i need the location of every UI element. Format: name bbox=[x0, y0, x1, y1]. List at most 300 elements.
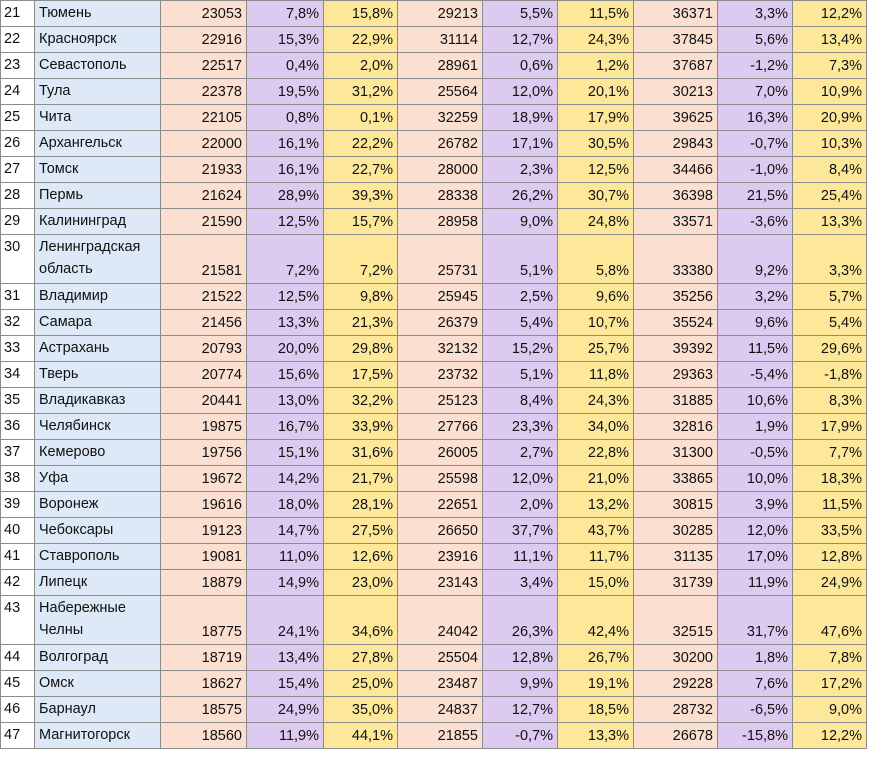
cumulative-cell: 27,8% bbox=[324, 645, 398, 671]
growth-cell: 15,6% bbox=[247, 362, 324, 388]
growth-cell: 1,8% bbox=[718, 645, 793, 671]
growth-cell: 12,0% bbox=[718, 518, 793, 544]
cumulative-cell: 10,9% bbox=[793, 79, 867, 105]
cumulative-cell: 30,5% bbox=[558, 131, 634, 157]
value-cell: 25564 bbox=[398, 79, 483, 105]
cumulative-cell: 2,0% bbox=[324, 53, 398, 79]
table-row bbox=[1, 596, 867, 645]
table-row bbox=[1, 362, 867, 388]
growth-cell: 0,4% bbox=[247, 53, 324, 79]
growth-cell: 10,0% bbox=[718, 466, 793, 492]
city-cell: Барнаул bbox=[35, 697, 161, 723]
row-number-cell: 36 bbox=[1, 414, 35, 440]
value-cell: 29843 bbox=[634, 131, 718, 157]
value-cell: 25945 bbox=[398, 284, 483, 310]
cumulative-cell: 42,4% bbox=[558, 596, 634, 645]
growth-cell: 18,9% bbox=[483, 105, 558, 131]
value-cell: 30200 bbox=[634, 645, 718, 671]
cumulative-cell: 12,6% bbox=[324, 544, 398, 570]
cumulative-cell: 13,3% bbox=[558, 723, 634, 749]
row-number-cell: 35 bbox=[1, 388, 35, 414]
table-row bbox=[1, 284, 867, 310]
value-cell: 32515 bbox=[634, 596, 718, 645]
value-cell: 32132 bbox=[398, 336, 483, 362]
city-cell: Набережные Челны bbox=[35, 596, 161, 645]
cumulative-cell: 3,3% bbox=[793, 235, 867, 284]
growth-cell: 14,7% bbox=[247, 518, 324, 544]
row-number-cell: 25 bbox=[1, 105, 35, 131]
growth-cell: 13,4% bbox=[247, 645, 324, 671]
value-cell: 26005 bbox=[398, 440, 483, 466]
growth-cell: 3,9% bbox=[718, 492, 793, 518]
cumulative-cell: 33,9% bbox=[324, 414, 398, 440]
growth-cell: 16,1% bbox=[247, 157, 324, 183]
growth-cell: 37,7% bbox=[483, 518, 558, 544]
city-cell: Чита bbox=[35, 105, 161, 131]
growth-cell: -0,7% bbox=[483, 723, 558, 749]
value-cell: 22517 bbox=[161, 53, 247, 79]
row-number-cell: 33 bbox=[1, 336, 35, 362]
city-cell: Калининград bbox=[35, 209, 161, 235]
growth-cell: 0,8% bbox=[247, 105, 324, 131]
cumulative-cell: 15,8% bbox=[324, 1, 398, 27]
cumulative-cell: 12,2% bbox=[793, 1, 867, 27]
value-cell: 37687 bbox=[634, 53, 718, 79]
cumulative-cell: 8,3% bbox=[793, 388, 867, 414]
cumulative-cell: 27,5% bbox=[324, 518, 398, 544]
growth-cell: -0,7% bbox=[718, 131, 793, 157]
value-cell: 32259 bbox=[398, 105, 483, 131]
cumulative-cell: -1,8% bbox=[793, 362, 867, 388]
value-cell: 24042 bbox=[398, 596, 483, 645]
value-cell: 19081 bbox=[161, 544, 247, 570]
cumulative-cell: 19,1% bbox=[558, 671, 634, 697]
value-cell: 26782 bbox=[398, 131, 483, 157]
table-row bbox=[1, 105, 867, 131]
cumulative-cell: 12,2% bbox=[793, 723, 867, 749]
value-cell: 28958 bbox=[398, 209, 483, 235]
row-number-cell: 42 bbox=[1, 570, 35, 596]
city-cell: Тюмень bbox=[35, 1, 161, 27]
value-cell: 18775 bbox=[161, 596, 247, 645]
growth-cell: 14,9% bbox=[247, 570, 324, 596]
growth-cell: 16,3% bbox=[718, 105, 793, 131]
growth-cell: 12,5% bbox=[247, 284, 324, 310]
value-cell: 26650 bbox=[398, 518, 483, 544]
growth-cell: 9,2% bbox=[718, 235, 793, 284]
row-number-cell: 32 bbox=[1, 310, 35, 336]
cumulative-cell: 25,0% bbox=[324, 671, 398, 697]
row-number-cell: 41 bbox=[1, 544, 35, 570]
table-row bbox=[1, 1, 867, 27]
city-cell: Владикавказ bbox=[35, 388, 161, 414]
value-cell: 19616 bbox=[161, 492, 247, 518]
value-cell: 21456 bbox=[161, 310, 247, 336]
value-cell: 21855 bbox=[398, 723, 483, 749]
city-cell: Магнитогорск bbox=[35, 723, 161, 749]
row-number-cell: 47 bbox=[1, 723, 35, 749]
growth-cell: 15,4% bbox=[247, 671, 324, 697]
value-cell: 27766 bbox=[398, 414, 483, 440]
row-number-cell: 38 bbox=[1, 466, 35, 492]
growth-cell: 15,2% bbox=[483, 336, 558, 362]
value-cell: 23732 bbox=[398, 362, 483, 388]
table-row bbox=[1, 671, 867, 697]
cumulative-cell: 8,4% bbox=[793, 157, 867, 183]
cumulative-cell: 33,5% bbox=[793, 518, 867, 544]
value-cell: 30285 bbox=[634, 518, 718, 544]
growth-cell: -1,0% bbox=[718, 157, 793, 183]
growth-cell: 20,0% bbox=[247, 336, 324, 362]
city-cell: Ставрополь bbox=[35, 544, 161, 570]
value-cell: 31114 bbox=[398, 27, 483, 53]
table-row bbox=[1, 310, 867, 336]
value-cell: 24837 bbox=[398, 697, 483, 723]
value-cell: 23487 bbox=[398, 671, 483, 697]
cumulative-cell: 10,3% bbox=[793, 131, 867, 157]
cumulative-cell: 5,8% bbox=[558, 235, 634, 284]
cumulative-cell: 24,9% bbox=[793, 570, 867, 596]
cumulative-cell: 12,8% bbox=[793, 544, 867, 570]
table-row bbox=[1, 235, 867, 284]
growth-cell: 3,4% bbox=[483, 570, 558, 596]
value-cell: 18719 bbox=[161, 645, 247, 671]
value-cell: 25504 bbox=[398, 645, 483, 671]
growth-cell: 12,0% bbox=[483, 466, 558, 492]
growth-cell: -1,2% bbox=[718, 53, 793, 79]
cumulative-cell: 22,9% bbox=[324, 27, 398, 53]
growth-cell: 11,1% bbox=[483, 544, 558, 570]
cumulative-cell: 25,4% bbox=[793, 183, 867, 209]
value-cell: 22105 bbox=[161, 105, 247, 131]
value-cell: 21624 bbox=[161, 183, 247, 209]
growth-cell: 11,5% bbox=[718, 336, 793, 362]
table-row bbox=[1, 209, 867, 235]
cumulative-cell: 9,6% bbox=[558, 284, 634, 310]
row-number-cell: 39 bbox=[1, 492, 35, 518]
value-cell: 28961 bbox=[398, 53, 483, 79]
value-cell: 39392 bbox=[634, 336, 718, 362]
growth-cell: 16,1% bbox=[247, 131, 324, 157]
cumulative-cell: 21,7% bbox=[324, 466, 398, 492]
cumulative-cell: 11,5% bbox=[793, 492, 867, 518]
growth-cell: 28,9% bbox=[247, 183, 324, 209]
cumulative-cell: 32,2% bbox=[324, 388, 398, 414]
table-row bbox=[1, 336, 867, 362]
value-cell: 25123 bbox=[398, 388, 483, 414]
cumulative-cell: 13,2% bbox=[558, 492, 634, 518]
growth-cell: 17,1% bbox=[483, 131, 558, 157]
growth-cell: 26,2% bbox=[483, 183, 558, 209]
value-cell: 37845 bbox=[634, 27, 718, 53]
city-cell: Красноярск bbox=[35, 27, 161, 53]
row-number-cell: 34 bbox=[1, 362, 35, 388]
growth-cell: 7,6% bbox=[718, 671, 793, 697]
growth-cell: 23,3% bbox=[483, 414, 558, 440]
growth-cell: 0,6% bbox=[483, 53, 558, 79]
cumulative-cell: 31,2% bbox=[324, 79, 398, 105]
cumulative-cell: 21,3% bbox=[324, 310, 398, 336]
cumulative-cell: 22,2% bbox=[324, 131, 398, 157]
cumulative-cell: 17,9% bbox=[793, 414, 867, 440]
value-cell: 29228 bbox=[634, 671, 718, 697]
value-cell: 22651 bbox=[398, 492, 483, 518]
cumulative-cell: 13,3% bbox=[793, 209, 867, 235]
table-row bbox=[1, 518, 867, 544]
table-row bbox=[1, 79, 867, 105]
growth-cell: 1,9% bbox=[718, 414, 793, 440]
growth-cell: 11,0% bbox=[247, 544, 324, 570]
growth-cell: 8,4% bbox=[483, 388, 558, 414]
cumulative-cell: 22,7% bbox=[324, 157, 398, 183]
value-cell: 18627 bbox=[161, 671, 247, 697]
cumulative-cell: 24,8% bbox=[558, 209, 634, 235]
value-cell: 19123 bbox=[161, 518, 247, 544]
row-number-cell: 30 bbox=[1, 235, 35, 284]
cumulative-cell: 35,0% bbox=[324, 697, 398, 723]
row-number-cell: 24 bbox=[1, 79, 35, 105]
cumulative-cell: 24,3% bbox=[558, 388, 634, 414]
cumulative-cell: 1,2% bbox=[558, 53, 634, 79]
cumulative-cell: 44,1% bbox=[324, 723, 398, 749]
cumulative-cell: 39,3% bbox=[324, 183, 398, 209]
value-cell: 18560 bbox=[161, 723, 247, 749]
table-row bbox=[1, 414, 867, 440]
growth-cell: 5,1% bbox=[483, 362, 558, 388]
value-cell: 18575 bbox=[161, 697, 247, 723]
cumulative-cell: 21,0% bbox=[558, 466, 634, 492]
value-cell: 23143 bbox=[398, 570, 483, 596]
cumulative-cell: 22,8% bbox=[558, 440, 634, 466]
growth-cell: 12,7% bbox=[483, 697, 558, 723]
row-number-cell: 21 bbox=[1, 1, 35, 27]
cumulative-cell: 10,7% bbox=[558, 310, 634, 336]
value-cell: 19756 bbox=[161, 440, 247, 466]
value-cell: 26379 bbox=[398, 310, 483, 336]
value-cell: 35256 bbox=[634, 284, 718, 310]
cumulative-cell: 20,1% bbox=[558, 79, 634, 105]
row-number-cell: 31 bbox=[1, 284, 35, 310]
growth-cell: 5,5% bbox=[483, 1, 558, 27]
growth-cell: 2,3% bbox=[483, 157, 558, 183]
value-cell: 33571 bbox=[634, 209, 718, 235]
growth-cell: -15,8% bbox=[718, 723, 793, 749]
value-cell: 28338 bbox=[398, 183, 483, 209]
row-number-cell: 40 bbox=[1, 518, 35, 544]
value-cell: 22000 bbox=[161, 131, 247, 157]
cumulative-cell: 11,7% bbox=[558, 544, 634, 570]
row-number-cell: 27 bbox=[1, 157, 35, 183]
table-row bbox=[1, 645, 867, 671]
growth-cell: 18,0% bbox=[247, 492, 324, 518]
table-row bbox=[1, 27, 867, 53]
city-cell: Самара bbox=[35, 310, 161, 336]
growth-cell: 13,0% bbox=[247, 388, 324, 414]
value-cell: 21933 bbox=[161, 157, 247, 183]
city-cell: Архангельск bbox=[35, 131, 161, 157]
cumulative-cell: 23,0% bbox=[324, 570, 398, 596]
cumulative-cell: 15,7% bbox=[324, 209, 398, 235]
growth-cell: 5,1% bbox=[483, 235, 558, 284]
growth-cell: 21,5% bbox=[718, 183, 793, 209]
row-number-cell: 29 bbox=[1, 209, 35, 235]
cumulative-cell: 43,7% bbox=[558, 518, 634, 544]
value-cell: 31739 bbox=[634, 570, 718, 596]
row-number-cell: 37 bbox=[1, 440, 35, 466]
cumulative-cell: 12,5% bbox=[558, 157, 634, 183]
growth-cell: 12,0% bbox=[483, 79, 558, 105]
value-cell: 33865 bbox=[634, 466, 718, 492]
table-row bbox=[1, 697, 867, 723]
city-cell: Воронеж bbox=[35, 492, 161, 518]
table-row bbox=[1, 466, 867, 492]
table-row bbox=[1, 570, 867, 596]
value-cell: 22378 bbox=[161, 79, 247, 105]
value-cell: 22916 bbox=[161, 27, 247, 53]
table-row bbox=[1, 492, 867, 518]
table-row bbox=[1, 544, 867, 570]
growth-cell: 9,6% bbox=[718, 310, 793, 336]
growth-cell: 26,3% bbox=[483, 596, 558, 645]
table-row bbox=[1, 131, 867, 157]
cumulative-cell: 7,8% bbox=[793, 645, 867, 671]
cumulative-cell: 5,4% bbox=[793, 310, 867, 336]
city-cell: Волгоград bbox=[35, 645, 161, 671]
growth-cell: 2,5% bbox=[483, 284, 558, 310]
cumulative-cell: 7,7% bbox=[793, 440, 867, 466]
cumulative-cell: 0,1% bbox=[324, 105, 398, 131]
growth-cell: 24,1% bbox=[247, 596, 324, 645]
growth-cell: 11,9% bbox=[247, 723, 324, 749]
growth-cell: 9,9% bbox=[483, 671, 558, 697]
growth-cell: 2,0% bbox=[483, 492, 558, 518]
table-row bbox=[1, 723, 867, 749]
cumulative-cell: 9,0% bbox=[793, 697, 867, 723]
cumulative-cell: 24,3% bbox=[558, 27, 634, 53]
cumulative-cell: 17,9% bbox=[558, 105, 634, 131]
row-number-cell: 22 bbox=[1, 27, 35, 53]
value-cell: 19875 bbox=[161, 414, 247, 440]
cumulative-cell: 17,5% bbox=[324, 362, 398, 388]
table-row bbox=[1, 53, 867, 79]
cumulative-cell: 34,6% bbox=[324, 596, 398, 645]
cumulative-cell: 5,7% bbox=[793, 284, 867, 310]
growth-cell: 16,7% bbox=[247, 414, 324, 440]
cumulative-cell: 11,8% bbox=[558, 362, 634, 388]
city-cell: Кемерово bbox=[35, 440, 161, 466]
cumulative-cell: 17,2% bbox=[793, 671, 867, 697]
growth-cell: 3,3% bbox=[718, 1, 793, 27]
value-cell: 31135 bbox=[634, 544, 718, 570]
cumulative-cell: 25,7% bbox=[558, 336, 634, 362]
cumulative-cell: 31,6% bbox=[324, 440, 398, 466]
growth-cell: 11,9% bbox=[718, 570, 793, 596]
value-cell: 34466 bbox=[634, 157, 718, 183]
value-cell: 26678 bbox=[634, 723, 718, 749]
growth-cell: 14,2% bbox=[247, 466, 324, 492]
growth-cell: 12,8% bbox=[483, 645, 558, 671]
growth-cell: -3,6% bbox=[718, 209, 793, 235]
city-cell: Уфа bbox=[35, 466, 161, 492]
growth-cell: 9,0% bbox=[483, 209, 558, 235]
growth-cell: 5,4% bbox=[483, 310, 558, 336]
row-number-cell: 26 bbox=[1, 131, 35, 157]
growth-cell: 31,7% bbox=[718, 596, 793, 645]
value-cell: 29363 bbox=[634, 362, 718, 388]
cumulative-cell: 34,0% bbox=[558, 414, 634, 440]
cumulative-cell: 29,8% bbox=[324, 336, 398, 362]
growth-cell: 7,8% bbox=[247, 1, 324, 27]
row-number-cell: 28 bbox=[1, 183, 35, 209]
value-cell: 20774 bbox=[161, 362, 247, 388]
value-cell: 25731 bbox=[398, 235, 483, 284]
table-row bbox=[1, 157, 867, 183]
growth-cell: 12,5% bbox=[247, 209, 324, 235]
cumulative-cell: 11,5% bbox=[558, 1, 634, 27]
growth-cell: 7,0% bbox=[718, 79, 793, 105]
city-cell: Чебоксары bbox=[35, 518, 161, 544]
cumulative-cell: 9,8% bbox=[324, 284, 398, 310]
growth-cell: 5,6% bbox=[718, 27, 793, 53]
value-cell: 39625 bbox=[634, 105, 718, 131]
growth-cell: 15,3% bbox=[247, 27, 324, 53]
cumulative-cell: 29,6% bbox=[793, 336, 867, 362]
value-cell: 31300 bbox=[634, 440, 718, 466]
cumulative-cell: 26,7% bbox=[558, 645, 634, 671]
city-cell: Ленинградская область bbox=[35, 235, 161, 284]
cumulative-cell: 47,6% bbox=[793, 596, 867, 645]
growth-cell: 10,6% bbox=[718, 388, 793, 414]
value-cell: 20793 bbox=[161, 336, 247, 362]
growth-cell: 2,7% bbox=[483, 440, 558, 466]
value-cell: 36371 bbox=[634, 1, 718, 27]
value-cell: 33380 bbox=[634, 235, 718, 284]
table-row bbox=[1, 183, 867, 209]
value-cell: 31885 bbox=[634, 388, 718, 414]
row-number-cell: 43 bbox=[1, 596, 35, 645]
cumulative-cell: 28,1% bbox=[324, 492, 398, 518]
growth-cell: 17,0% bbox=[718, 544, 793, 570]
city-cell: Омск bbox=[35, 671, 161, 697]
value-cell: 21590 bbox=[161, 209, 247, 235]
city-cell: Челябинск bbox=[35, 414, 161, 440]
row-number-cell: 23 bbox=[1, 53, 35, 79]
value-cell: 35524 bbox=[634, 310, 718, 336]
value-cell: 25598 bbox=[398, 466, 483, 492]
cumulative-cell: 7,3% bbox=[793, 53, 867, 79]
city-cell: Липецк bbox=[35, 570, 161, 596]
cumulative-cell: 13,4% bbox=[793, 27, 867, 53]
value-cell: 30815 bbox=[634, 492, 718, 518]
city-cell: Владимир bbox=[35, 284, 161, 310]
growth-cell: 24,9% bbox=[247, 697, 324, 723]
growth-cell: 13,3% bbox=[247, 310, 324, 336]
cumulative-cell: 30,7% bbox=[558, 183, 634, 209]
value-cell: 21581 bbox=[161, 235, 247, 284]
value-cell: 19672 bbox=[161, 466, 247, 492]
value-cell: 18879 bbox=[161, 570, 247, 596]
value-cell: 23916 bbox=[398, 544, 483, 570]
city-cell: Томск bbox=[35, 157, 161, 183]
city-cell: Пермь bbox=[35, 183, 161, 209]
growth-cell: -0,5% bbox=[718, 440, 793, 466]
city-cell: Тула bbox=[35, 79, 161, 105]
growth-cell: 3,2% bbox=[718, 284, 793, 310]
table-body bbox=[1, 1, 867, 749]
value-cell: 20441 bbox=[161, 388, 247, 414]
table-row bbox=[1, 388, 867, 414]
city-cell: Тверь bbox=[35, 362, 161, 388]
